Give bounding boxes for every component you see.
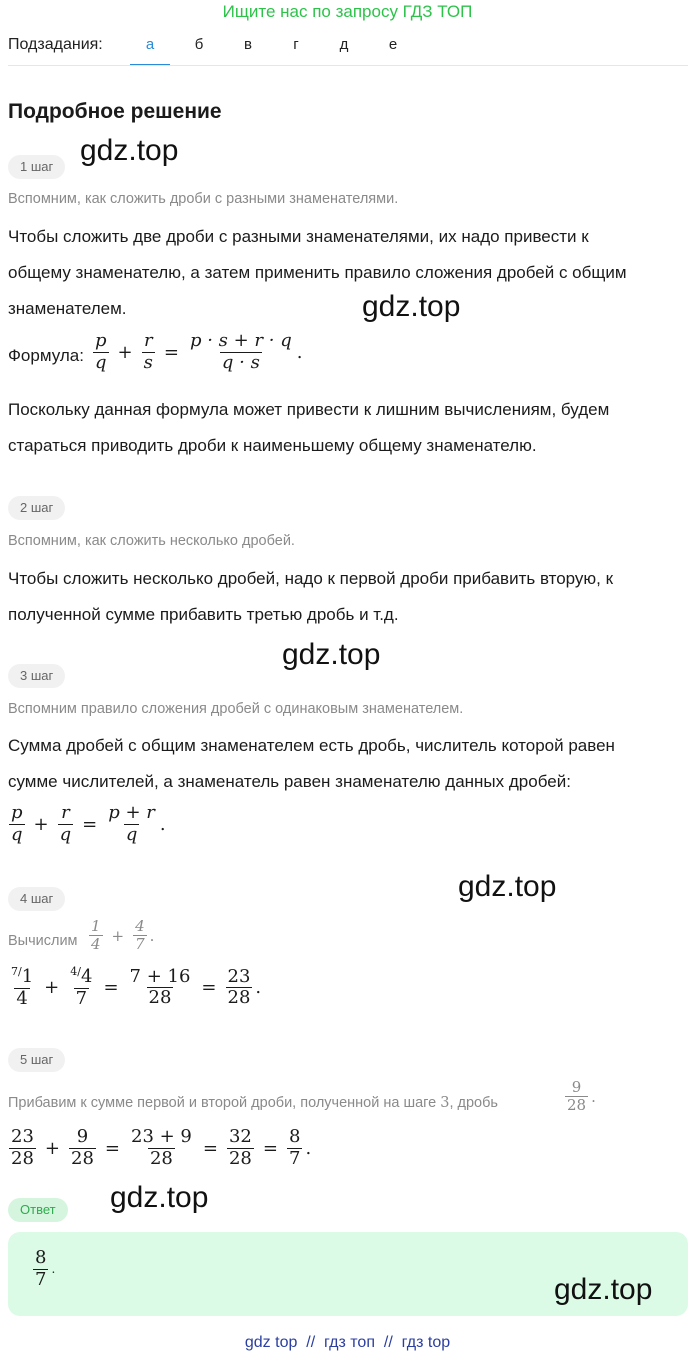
plus-sign: +: [44, 1137, 60, 1159]
plus-sign: +: [117, 341, 133, 363]
calc-4: $\frac{^{7/}1}{4}$ + $\frac{^{4/}4}{7}$ = $\frac{7 + 16}{28}$ = $\frac{23}{28}$ .: [11, 965, 262, 1009]
frac-num: p: [95, 330, 107, 351]
calc-5: $\frac{23}{28}$ + $\frac{9}{28}$ = $\frac{23 + 9}{28}$ = $\frac{32}{28}$ = $\frac{8}{7}$ .: [11, 1126, 312, 1169]
step-text-line: сумме числителей, а знаменатель равен знаменателю данных дробей:: [8, 772, 571, 791]
formula-label: Формула:: [8, 346, 84, 365]
step-hint-1: Вспомним, как сложить дроби с разными знаменателями.: [8, 191, 399, 207]
frac-num: 7 + 16: [129, 965, 191, 987]
frac-num: 4: [135, 917, 145, 935]
frac-num: p · s + r · q: [189, 330, 292, 351]
frac-num: p + r: [108, 802, 155, 823]
frac-den: 7: [75, 987, 88, 1009]
formula-3: $\frac{p}{q}$ + $\frac{r}{q}$ = $\frac{p + r}{q}$ .: [11, 802, 166, 845]
equals-sign: =: [262, 1137, 278, 1159]
multiplier: 7/: [11, 965, 22, 978]
plus-sign: +: [33, 813, 49, 835]
divider: [8, 65, 688, 66]
frac-num: r: [61, 802, 70, 823]
equals-sign: =: [103, 977, 119, 999]
frac-num: 1: [91, 917, 101, 935]
step-badge-1: 1 шаг: [8, 155, 65, 179]
frac-num: 8: [288, 1126, 301, 1147]
frac-num: 9: [571, 1078, 582, 1096]
tab-a[interactable]: а: [145, 36, 155, 53]
subtasks-label: Подзадания:: [8, 36, 103, 53]
step-text-line: полученной сумме прибавить третью дробь и т.д.: [8, 605, 399, 624]
frac-den: 4: [91, 935, 101, 954]
frac-den: 28: [567, 1096, 587, 1115]
frac-den: q: [11, 823, 23, 845]
step-hint-5: [8, 1095, 498, 1111]
frac-num: 4: [80, 966, 93, 987]
frac-den: 28: [149, 1147, 173, 1169]
step-text-line: знаменателем.: [8, 299, 127, 318]
hint-suffix: , дробь: [449, 1095, 498, 1111]
watermark: gdz.top: [458, 870, 557, 903]
frac-den: 7: [288, 1147, 301, 1169]
tab-v[interactable]: в: [244, 36, 252, 53]
step-text-line: Сумма дробей с общим знаменателем есть дробь, числитель которой равен: [8, 736, 615, 755]
page-title: Подробное решение: [8, 100, 222, 123]
frac-den: 28: [71, 1147, 94, 1169]
watermark: gdz.top: [80, 134, 179, 167]
frac-den: s: [143, 351, 153, 373]
watermark: gdz.top: [554, 1273, 653, 1306]
frac-den: 4: [16, 987, 28, 1009]
plus-sign: +: [44, 977, 60, 999]
step-text-line: общему знаменателю, а затем применить правило сложения дробей с общим: [8, 263, 627, 282]
footer-links[interactable]: gdz top // гдз топ // гдз top: [244, 1334, 451, 1351]
frac-den: 28: [11, 1147, 34, 1169]
frac-num: 23: [11, 1126, 34, 1147]
frac-den: 28: [148, 987, 172, 1009]
frac-den: q: [125, 823, 138, 845]
frac-num: 9: [76, 1126, 89, 1147]
step-badge-4: 4 шаг: [8, 887, 65, 911]
frac-num: p: [11, 802, 23, 823]
step-text-line: Чтобы сложить несколько дробей, надо к первой дроби прибавить вторую, к: [8, 569, 614, 588]
hint-formula-5: $\frac{9}{28}$ .: [567, 1078, 596, 1115]
frac-den: 7: [35, 1268, 47, 1290]
step-text-line: стараться приводить дроби к наименьшему общему знаменателю.: [8, 436, 537, 455]
equals-sign: =: [104, 1137, 120, 1159]
tab-d[interactable]: д: [339, 36, 349, 53]
watermark: gdz.top: [282, 638, 381, 671]
frac-den: q: [95, 351, 107, 373]
equals-sign: =: [201, 977, 217, 999]
step-badge-2: 2 шаг: [8, 496, 65, 520]
frac-den: 28: [228, 1147, 252, 1169]
step-text-line: Чтобы сложить две дроби с разными знаменателями, их надо привести к: [8, 227, 589, 246]
frac-num: 32: [228, 1126, 252, 1147]
step-badge-3: 3 шаг: [8, 664, 65, 688]
equals-sign: =: [163, 341, 179, 363]
promo-banner[interactable]: Ищите нас по запросу ГДЗ ТОП: [222, 2, 473, 21]
plus-sign: +: [111, 926, 125, 945]
multiplier: 4/: [70, 965, 81, 978]
answer-badge: Ответ: [8, 1198, 68, 1222]
frac-den: q: [59, 823, 72, 845]
equals-sign: =: [202, 1137, 218, 1159]
hint-formula-4: $\frac{1}{4}$ + $\frac{4}{7}$ .: [91, 917, 155, 954]
frac-num: 23 + 9: [131, 1126, 192, 1147]
frac-den: 7: [135, 935, 145, 954]
formula-1: $\frac{p}{q}$ + $\frac{r}{s}$ = $\frac{p \cdot s + r \cdot q}{q \cdot s}$ .: [95, 330, 303, 373]
tab-e[interactable]: е: [388, 36, 398, 53]
watermark: gdz.top: [110, 1181, 209, 1214]
step-hint-2: Вспомним, как сложить несколько дробей.: [8, 533, 295, 549]
tab-b[interactable]: б: [194, 36, 204, 53]
hint-text: Прибавим к сумме первой и второй дроби, полученной на шаге: [8, 1095, 437, 1111]
answer-value: $\frac{8}{7}$ .: [35, 1247, 56, 1290]
step-hint-3: Вспомним правило сложения дробей с одинаковым знаменателем.: [8, 701, 464, 717]
frac-num: 8: [35, 1247, 47, 1268]
frac-num: r: [143, 330, 153, 351]
frac-den: q · s: [221, 351, 260, 373]
step-hint-4: Вычислим: [8, 933, 78, 949]
step-text-line: Поскольку данная формула может привести к лишним вычислениям, будем: [8, 400, 610, 419]
frac-num: 23: [227, 965, 251, 987]
hint-step-number: 3: [440, 1095, 450, 1111]
step-badge-5: 5 шаг: [8, 1048, 65, 1072]
frac-den: 28: [227, 987, 251, 1009]
equals-sign: =: [82, 813, 98, 835]
tab-g[interactable]: г: [293, 36, 299, 53]
frac-num: 1: [21, 966, 34, 987]
watermark: gdz.top: [362, 290, 461, 323]
